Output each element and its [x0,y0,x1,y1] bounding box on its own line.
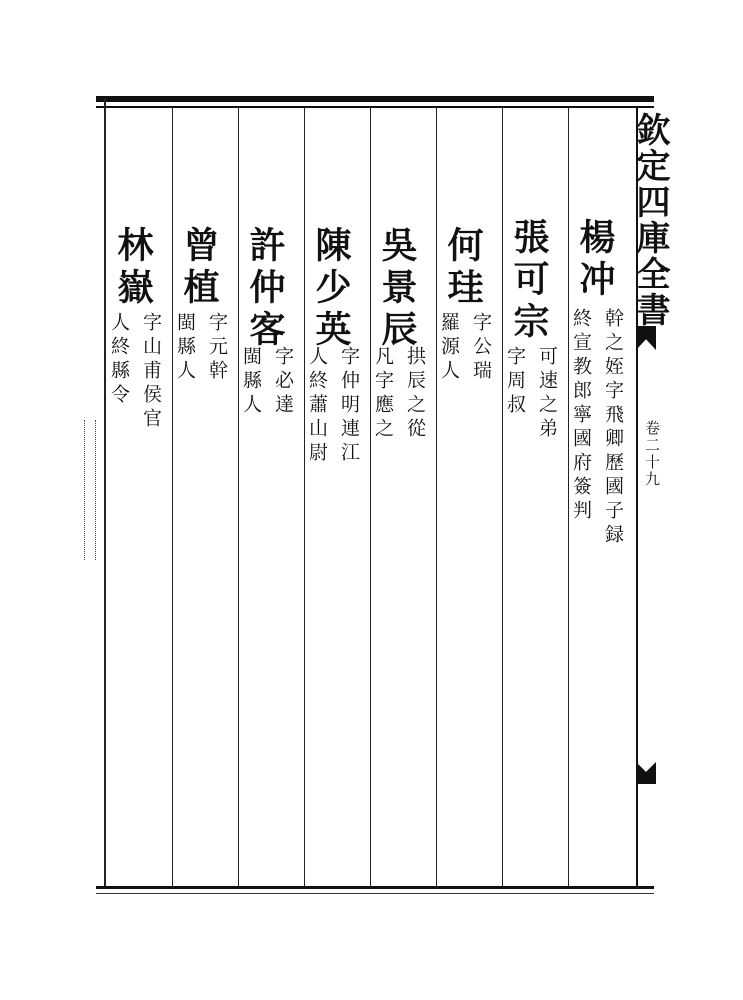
entry-name: 何珪 [442,226,484,310]
entry-note: 拱辰之從 [404,346,426,442]
binding-edge [84,420,96,560]
entry-note: 人終縣令 [108,312,130,408]
column-divider [304,108,305,886]
entry-note: 終宣教郎寧國府簽判 [570,308,592,524]
entry-note: 凡字應之 [372,346,394,442]
entry-note: 字山甫侯官 [140,312,162,432]
book-title: 欽定四庫全書 [630,112,670,328]
entry-name: 許仲客 [244,226,286,352]
entry-note: 幹之姪字飛卿歷國子録 [602,308,624,548]
volume-number: 卷二十九 [643,420,661,488]
column-divider [172,108,173,886]
bottom-border [96,886,654,889]
column-divider [568,108,569,886]
entry-name: 吳景辰 [376,226,418,352]
text-frame [104,98,638,888]
column-divider [238,108,239,886]
fish-tail-mark [636,326,656,350]
entry-name: 楊冲 [574,218,616,302]
entry-note: 字元幹 [206,312,228,384]
fish-tail-mark-lower [636,762,656,784]
entry-name: 張可宗 [508,218,550,344]
entry-name: 林嶽 [112,226,154,310]
bottom-border-inner [96,893,654,894]
entry-name: 曾植 [178,226,220,310]
entry-note: 字必達 [272,346,294,418]
entry-note: 閩縣人 [240,346,262,418]
column-divider [370,108,371,886]
entry-note: 閩縣人 [174,312,196,384]
entry-note: 羅源人 [438,312,460,384]
entry-note: 字仲明連江 [338,346,360,466]
entry-note: 人終蕭山尉 [306,346,328,466]
entry-name: 陳少英 [310,226,352,352]
entry-note: 字周叔 [504,346,526,418]
entry-note: 可速之弟 [536,346,558,442]
entry-note: 字公瑞 [470,312,492,384]
column-divider [436,108,437,886]
column-divider [502,108,503,886]
